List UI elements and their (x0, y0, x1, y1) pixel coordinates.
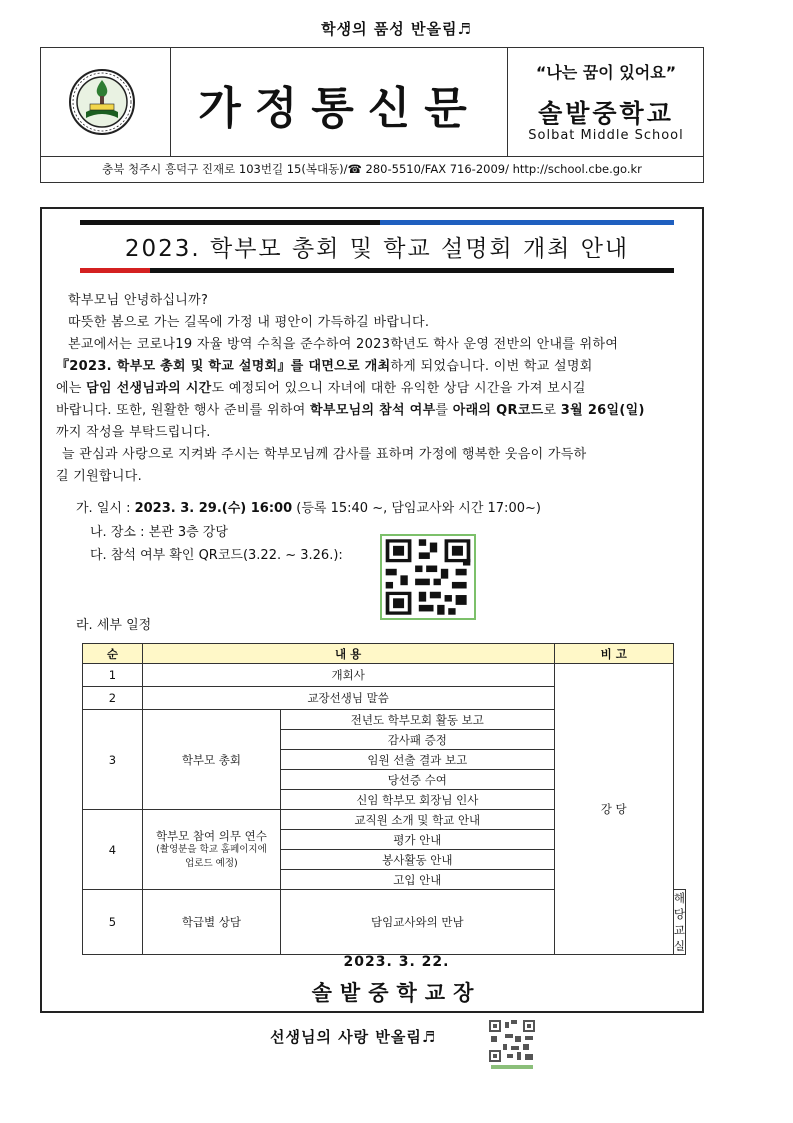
school-emblem-icon (68, 68, 136, 136)
school-address: 충북 청주시 흥덕구 진재로 103번길 15(복대동)/☎ 280-5510/FAX 716-2009/ http://school.cbe.go.kr (40, 157, 704, 183)
title-bar-bottom (80, 268, 674, 273)
header-divider (170, 47, 171, 157)
school-name-english: Solbat Middle School (528, 128, 684, 143)
row-item: 감사패 증정 (281, 730, 554, 750)
event-name: 『2023. 학부모 총회 및 학교 설명회』를 대면으로 개최 (56, 359, 391, 374)
row-item: 담임교사와의 만남 (281, 890, 554, 955)
rsvp-qr-code[interactable] (380, 534, 476, 620)
paragraph: 따뜻한 봄으로 가는 길목에 가정 내 평안이 가득하길 바랍니다. (68, 315, 430, 330)
highlight: 아래의 QR코드 (452, 403, 544, 418)
row-content: 개회사 (142, 664, 554, 687)
row-note: 해당 교실 (673, 891, 685, 953)
deadline: 3월 26일(일) (560, 403, 645, 418)
group-title: 학부모 참여 의무 연수 (155, 828, 267, 843)
column-header: 내 용 (142, 644, 554, 664)
row-content: 교장선생님 말씀 (142, 687, 554, 710)
page-title: 가정통신문 (198, 83, 481, 134)
principal-signature: 솔밭중학교장 (311, 980, 482, 1005)
row-number: 1 (83, 664, 143, 687)
row-number: 2 (83, 687, 143, 710)
title-bar-top (80, 220, 674, 225)
bottom-motto: 선생님의 사랑 반올림♬ (270, 1028, 437, 1046)
table-row (83, 664, 686, 687)
venue-note: 강 당 (554, 664, 673, 955)
row-item: 고입 안내 (281, 870, 554, 890)
issue-date: 2023. 3. 22. (343, 954, 450, 970)
paragraph: 길 기원합니다. (56, 469, 143, 484)
row-item: 봉사활동 안내 (281, 850, 554, 870)
date-value: 2023. 3. 29.(수) 16:00 (134, 501, 293, 516)
row-group (142, 810, 280, 890)
greeting: 학부모님 안녕하십니까? (68, 293, 209, 308)
schedule-table (82, 643, 686, 955)
text: 하게 되었습니다. 이번 학교 설명회 (390, 359, 593, 374)
schedule-label: 라. 세부 일정 (76, 618, 152, 633)
school-qr-code[interactable] (487, 1018, 537, 1072)
row-item: 교직원 소개 및 학교 안내 (281, 810, 554, 830)
paragraph: 까지 작성을 부탁드립니다. (56, 425, 211, 440)
row-number: 3 (83, 710, 143, 810)
column-header: 비 고 (554, 644, 673, 664)
text: 바랍니다. 또한, 원활한 행사 준비를 위하여 (56, 403, 311, 418)
notice-title: 2023. 학부모 총회 및 학교 설명회 개최 안내 (124, 236, 630, 262)
row-number: 4 (83, 810, 143, 890)
text: 로 (543, 403, 561, 418)
row-item: 신임 학부모 회장님 인사 (281, 790, 554, 810)
school-slogan: “나는 꿈이 있어요” (535, 63, 677, 82)
row-group: 학부모 총회 (142, 710, 280, 810)
column-header: 순 (83, 644, 143, 664)
highlight: 학부모님의 참석 여부 (310, 403, 436, 418)
row-item: 당선증 수여 (281, 770, 554, 790)
info-place: 나. 장소 : 본관 3층 강당 (90, 525, 228, 540)
text: 도 예정되어 있으니 자녀에 대한 유익한 상담 시간을 가져 보시길 (211, 381, 586, 396)
row-group: 학급별 상담 (142, 890, 280, 955)
row-number: 5 (83, 890, 143, 955)
top-motto: 학생의 품성 반올림♬ (321, 20, 472, 38)
paragraph (56, 356, 698, 378)
info-qr-label: 다. 참석 여부 확인 QR코드(3.22. ~ 3.26.): (90, 548, 343, 563)
row-item: 임원 선출 결과 보고 (281, 750, 554, 770)
paragraph: 본교에서는 코로나19 자율 방역 수칙을 준수하여 2023학년도 학사 운영 전반의 안내를 위하여 (68, 337, 619, 352)
paragraph: 늘 관심과 사랑으로 지켜봐 주시는 학부모님께 감사를 표하며 가정에 행복한 웃음이 가득하 (62, 447, 587, 462)
row-item: 평가 안내 (281, 830, 554, 850)
notice-body (56, 290, 698, 488)
group-note: (촬영분을 학교 홈페이지에 업로드 예정) (156, 843, 267, 869)
info-date (76, 497, 541, 516)
date-label: 가. 일시 : (76, 501, 135, 516)
school-name-korean: 솔밭중학교 (538, 99, 674, 128)
text: 를 (435, 403, 453, 418)
paragraph (56, 400, 698, 422)
date-note: (등록 15:40 ~, 담임교사와 시간 17:00~) (292, 501, 541, 516)
paragraph (56, 378, 698, 400)
table-header-row (83, 644, 686, 664)
text: 에는 (56, 381, 87, 396)
row-item: 전년도 학부모회 활동 보고 (281, 710, 554, 730)
highlight: 담임 선생님과의 시간 (86, 381, 212, 396)
